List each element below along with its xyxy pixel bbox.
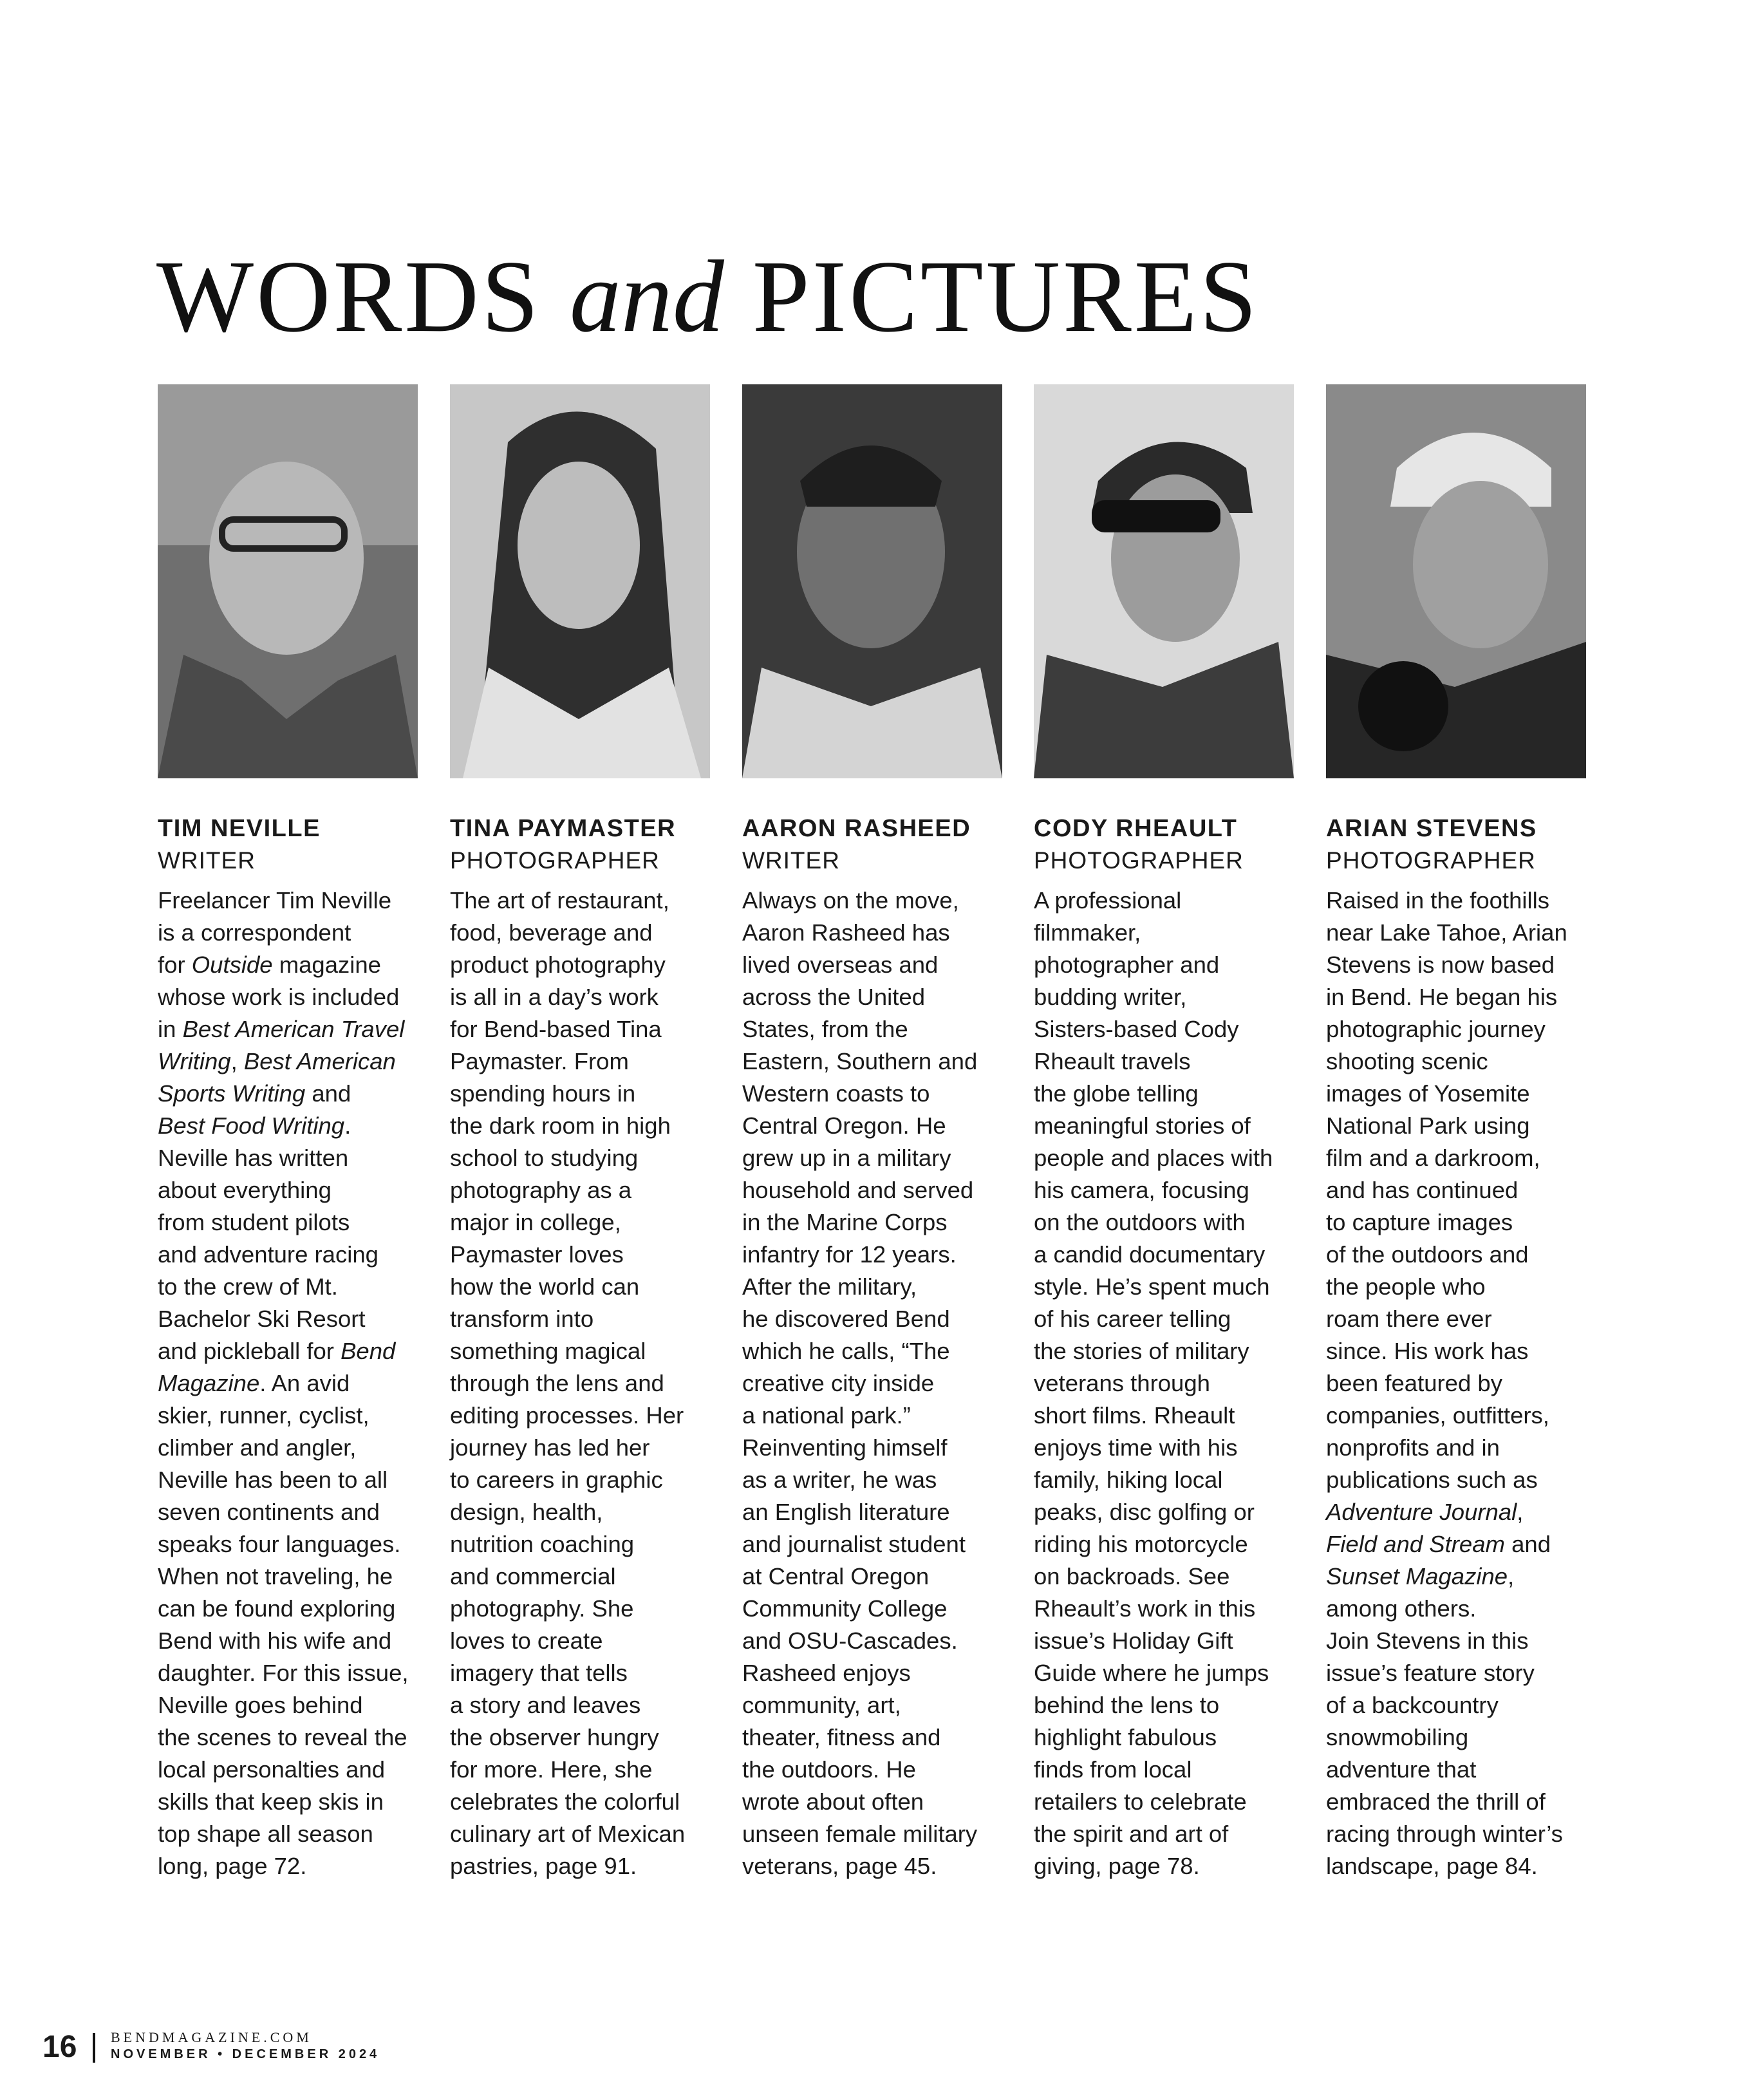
bio-line: style. He’s spent much: [1034, 1273, 1270, 1300]
bio-line: images of Yosemite: [1326, 1080, 1530, 1107]
bio-line: to careers in graphic: [450, 1467, 663, 1493]
bio-line: food, beverage and: [450, 919, 653, 946]
bio-line: States, from the: [742, 1016, 908, 1042]
bio-line: Field and Stream and: [1326, 1531, 1551, 1557]
bio-line: creative city inside: [742, 1370, 935, 1396]
bio-line: Neville has been to all: [158, 1467, 388, 1493]
bio-line: giving, page 78.: [1034, 1853, 1200, 1879]
bio-line: climber and angler,: [158, 1434, 357, 1461]
bio-line: retailers to celebrate: [1034, 1788, 1247, 1815]
bio-line: wrote about often: [742, 1788, 924, 1815]
bio-line: transform into: [450, 1306, 594, 1332]
bio-line: culinary art of Mexican: [450, 1821, 686, 1847]
bio-line: imagery that tells: [450, 1660, 628, 1686]
bio-line: in Bend. He began his: [1326, 984, 1558, 1010]
bio-line: the observer hungry: [450, 1724, 659, 1750]
bio-line: veterans through: [1034, 1370, 1210, 1396]
bio-line: Rheault’s work in this: [1034, 1595, 1256, 1622]
bio-line: long, page 72.: [158, 1853, 307, 1879]
bio-line: roam there ever: [1326, 1306, 1492, 1332]
bio-line: After the military,: [742, 1273, 917, 1300]
bio-line: product photography: [450, 952, 666, 978]
bio-line: is a correspondent: [158, 919, 351, 946]
contributor-name: TIM NEVILLE: [158, 815, 321, 842]
bio-line: film and a darkroom,: [1326, 1145, 1540, 1171]
bio-line: on the outdoors with: [1034, 1209, 1246, 1235]
bio-line: to the crew of Mt.: [158, 1273, 338, 1300]
bio-line: photography as a: [450, 1177, 632, 1203]
bio-line: and commercial: [450, 1563, 616, 1589]
bio-line: and adventure racing: [158, 1241, 378, 1268]
bio-line: a national park.”: [742, 1402, 911, 1429]
bio-line: Community College: [742, 1595, 948, 1622]
bio-line: veterans, page 45.: [742, 1853, 937, 1879]
contributor-arian-stevens: [1326, 384, 1586, 1882]
contributor-role: WRITER: [158, 847, 256, 874]
contributor-aaron-rasheed: [742, 384, 1002, 1882]
bio-line: household and served: [742, 1177, 974, 1203]
bio-line: among others.: [1326, 1595, 1477, 1622]
bio-line: Sisters-based Cody: [1034, 1016, 1239, 1042]
bio-line: embraced the thrill of: [1326, 1788, 1546, 1815]
bio-line: the scenes to reveal the: [158, 1724, 407, 1750]
bio-line: of the outdoors and: [1326, 1241, 1529, 1268]
bio-line: enjoys time with his: [1034, 1434, 1238, 1461]
page-title: [156, 239, 1260, 353]
bio-line: near Lake Tahoe, Arian: [1326, 919, 1567, 946]
bio-line: can be found exploring: [158, 1595, 396, 1622]
bio-line: major in college,: [450, 1209, 621, 1235]
bio-line: as a writer, he was: [742, 1467, 937, 1493]
bio-line: photographic journey: [1326, 1016, 1546, 1042]
bio-line: Sunset Magazine,: [1326, 1563, 1515, 1589]
footer-divider: [93, 2033, 95, 2063]
bio-line: issue’s feature story: [1326, 1660, 1535, 1686]
title-and: and: [569, 239, 724, 353]
bio-line: riding his motorcycle: [1034, 1531, 1248, 1557]
bio-line: across the United: [742, 984, 926, 1010]
bio-line: been featured by: [1326, 1370, 1502, 1396]
bio-line: the spirit and art of: [1034, 1821, 1229, 1847]
bio-line: Reinventing himself: [742, 1434, 948, 1461]
bio-line: the outdoors. He: [742, 1756, 916, 1783]
bio-line: National Park using: [1326, 1112, 1530, 1139]
bio-line: landscape, page 84.: [1326, 1853, 1538, 1879]
bio-line: of a backcountry: [1326, 1692, 1499, 1718]
bio-line: Best Food Writing.: [158, 1112, 351, 1139]
bio-line: for Bend-based Tina: [450, 1016, 662, 1042]
bio-line: Guide where he jumps: [1034, 1660, 1269, 1686]
bio-line: grew up in a military: [742, 1145, 951, 1171]
bio-line: nonprofits and in: [1326, 1434, 1500, 1461]
contributor-role: PHOTOGRAPHER: [1034, 847, 1244, 874]
bio-line: Rheault travels: [1034, 1048, 1191, 1074]
bio-line: Paymaster loves: [450, 1241, 624, 1268]
bio-line: since. His work has: [1326, 1338, 1529, 1364]
bio-line: Join Stevens in this: [1326, 1627, 1529, 1654]
bio-line: photographer and: [1034, 952, 1220, 978]
bio-line: and OSU-Cascades.: [742, 1627, 958, 1654]
bio-line: shooting scenic: [1326, 1048, 1488, 1074]
bio-line: Stevens is now based: [1326, 952, 1555, 978]
contributor-bio: [1326, 885, 1586, 1882]
bio-line: local personalties and: [158, 1756, 386, 1783]
bio-line: daughter. For this issue,: [158, 1660, 409, 1686]
bio-line: Aaron Rasheed has: [742, 919, 950, 946]
bio-line: community, art,: [742, 1692, 901, 1718]
bio-line: companies, outfitters,: [1326, 1402, 1549, 1429]
title-words: WORDS: [156, 239, 541, 353]
bio-line: short films. Rheault: [1034, 1402, 1235, 1429]
bio-line: The art of restaurant,: [450, 887, 669, 914]
bio-line: of his career telling: [1034, 1306, 1231, 1332]
bio-line: about everything: [158, 1177, 332, 1203]
bio-line: Magazine. An avid: [158, 1370, 350, 1396]
bio-line: publications such as: [1326, 1467, 1538, 1493]
contributor-photo: [1326, 384, 1586, 778]
bio-line: loves to create: [450, 1627, 603, 1654]
bio-line: the globe telling: [1034, 1080, 1199, 1107]
bio-line: adventure that: [1326, 1756, 1477, 1783]
bio-line: which he calls, “The: [742, 1338, 950, 1364]
contributor-photo: [742, 384, 1002, 778]
bio-line: the stories of military: [1034, 1338, 1249, 1364]
bio-line: A professional: [1034, 887, 1182, 914]
bio-line: Freelancer Tim Neville: [158, 887, 392, 914]
bio-line: pastries, page 91.: [450, 1853, 637, 1879]
bio-line: seven continents and: [158, 1499, 380, 1525]
bio-line: an English literature: [742, 1499, 950, 1525]
contributor-photo: [450, 384, 710, 778]
bio-line: top shape all season: [158, 1821, 373, 1847]
bio-line: speaks four languages.: [158, 1531, 401, 1557]
bio-line: highlight fabulous: [1034, 1724, 1217, 1750]
bio-line: a story and leaves: [450, 1692, 641, 1718]
contributor-bio: [450, 885, 710, 1882]
bio-line: peaks, disc golfing or: [1034, 1499, 1255, 1525]
bio-line: meaningful stories of: [1034, 1112, 1251, 1139]
footer-issue: NOVEMBER • DECEMBER 2024: [111, 2047, 380, 2061]
bio-line: Bachelor Ski Resort: [158, 1306, 366, 1332]
footer-site: BENDMAGAZINE.COM: [111, 2029, 312, 2045]
bio-line: skier, runner, cyclist,: [158, 1402, 369, 1429]
bio-line: Paymaster. From: [450, 1048, 629, 1074]
contributor-tim-neville: [158, 384, 418, 1882]
bio-line: behind the lens to: [1034, 1692, 1220, 1718]
bio-line: for more. Here, she: [450, 1756, 653, 1783]
contributor-bio: [1034, 885, 1294, 1882]
bio-line: Always on the move,: [742, 887, 959, 914]
bio-line: snowmobiling: [1326, 1724, 1469, 1750]
bio-line: journey has led her: [450, 1434, 650, 1461]
bio-line: photography. She: [450, 1595, 634, 1622]
bio-line: Adventure Journal,: [1326, 1499, 1524, 1525]
bio-line: Writing, Best American: [158, 1048, 396, 1074]
bio-line: his camera, focusing: [1034, 1177, 1249, 1203]
bio-line: When not traveling, he: [158, 1563, 393, 1589]
bio-line: in the Marine Corps: [742, 1209, 948, 1235]
contributor-tina-paymaster: [450, 384, 710, 1882]
contributor-name: TINA PAYMASTER: [450, 815, 677, 842]
contributor-bio: [742, 885, 1002, 1882]
bio-line: and pickleball for Bend: [158, 1338, 396, 1364]
bio-line: he discovered Bend: [742, 1306, 950, 1332]
title-pictures: PICTURES: [752, 239, 1260, 353]
bio-line: school to studying: [450, 1145, 639, 1171]
bio-line: spending hours in: [450, 1080, 636, 1107]
bio-line: Sports Writing and: [158, 1080, 351, 1107]
contributor-photo: [158, 384, 418, 778]
bio-line: finds from local: [1034, 1756, 1192, 1783]
bio-line: through the lens and: [450, 1370, 664, 1396]
contributor-name: CODY RHEAULT: [1034, 815, 1238, 842]
bio-line: people and places with: [1034, 1145, 1273, 1171]
bio-line: budding writer,: [1034, 984, 1187, 1010]
bio-line: celebrates the colorful: [450, 1788, 680, 1815]
bio-line: a candid documentary: [1034, 1241, 1266, 1268]
contributor-role: PHOTOGRAPHER: [450, 847, 660, 874]
bio-line: skills that keep skis in: [158, 1788, 384, 1815]
page-number: 16: [42, 2030, 77, 2064]
bio-line: is all in a day’s work: [450, 984, 659, 1010]
bio-line: design, health,: [450, 1499, 603, 1525]
bio-line: theater, fitness and: [742, 1724, 941, 1750]
bio-line: Neville goes behind: [158, 1692, 363, 1718]
bio-line: something magical: [450, 1338, 646, 1364]
bio-line: and has continued: [1326, 1177, 1518, 1203]
contributor-name: ARIAN STEVENS: [1326, 815, 1537, 842]
bio-line: nutrition coaching: [450, 1531, 635, 1557]
bio-line: at Central Oregon: [742, 1563, 930, 1589]
bio-line: editing processes. Her: [450, 1402, 684, 1429]
bio-line: filmmaker,: [1034, 919, 1141, 946]
bio-line: Neville has written: [158, 1145, 349, 1171]
bio-line: the people who: [1326, 1273, 1486, 1300]
bio-line: in Best American Travel: [158, 1016, 405, 1042]
bio-line: whose work is included: [158, 984, 400, 1010]
bio-line: issue’s Holiday Gift: [1034, 1627, 1233, 1654]
bio-line: racing through winter’s: [1326, 1821, 1563, 1847]
contributor-cody-rheault: [1034, 384, 1294, 1882]
bio-line: to capture images: [1326, 1209, 1513, 1235]
bio-line: the dark room in high: [450, 1112, 671, 1139]
bio-line: Rasheed enjoys: [742, 1660, 911, 1686]
contributor-role: WRITER: [742, 847, 840, 874]
bio-line: and journalist student: [742, 1531, 966, 1557]
contributor-role: PHOTOGRAPHER: [1326, 847, 1536, 874]
bio-line: Bend with his wife and: [158, 1627, 392, 1654]
bio-line: Western coasts to: [742, 1080, 930, 1107]
bio-line: Eastern, Southern and: [742, 1048, 978, 1074]
contributor-name: AARON RASHEED: [742, 815, 971, 842]
contributor-bio: [158, 885, 418, 1882]
bio-line: unseen female military: [742, 1821, 978, 1847]
bio-line: for Outside magazine: [158, 952, 381, 978]
bio-line: how the world can: [450, 1273, 640, 1300]
bio-line: infantry for 12 years.: [742, 1241, 957, 1268]
bio-line: lived overseas and: [742, 952, 939, 978]
bio-line: from student pilots: [158, 1209, 350, 1235]
bio-line: family, hiking local: [1034, 1467, 1223, 1493]
bio-line: Raised in the foothills: [1326, 887, 1549, 914]
bio-line: on backroads. See: [1034, 1563, 1230, 1589]
contributor-photo: [1034, 384, 1294, 778]
bio-line: Central Oregon. He: [742, 1112, 946, 1139]
